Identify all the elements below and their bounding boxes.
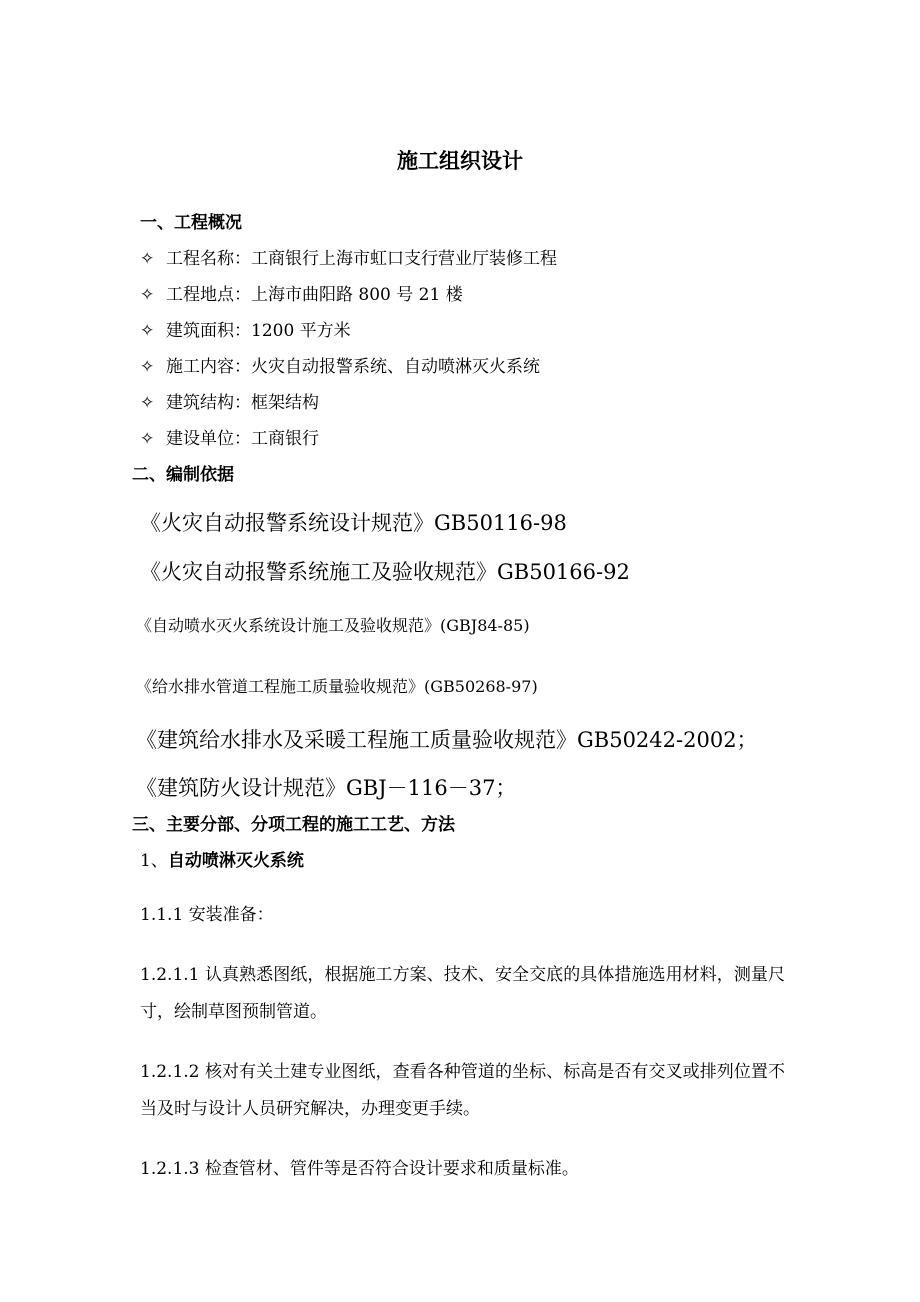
overview-item (140, 395, 319, 412)
subsection-heading (140, 853, 304, 870)
overview-item (140, 251, 557, 268)
reference-item: 《建筑防火设计规范》GBJ－116－37； (136, 776, 517, 800)
overview-item (140, 359, 540, 376)
overview-item (140, 323, 351, 340)
section-3-heading: 三、主要分部、分项工程的施工工艺、方法 (132, 815, 455, 835)
reference-item: 《建筑给水排水及采暖工程施工质量验收规范》GB50242-2002； (136, 728, 758, 752)
overview-item-text: 工程名称：工商银行上海市虹口支行营业厅装修工程 (166, 249, 557, 269)
reference-item: 《火灾自动报警系统设计规范》GB50116-98 (140, 511, 567, 535)
section-2-heading: 二、编制依据 (132, 465, 234, 485)
prep-heading: 1.1.1 安装准备： (140, 905, 274, 925)
diamond-bullet-icon: ✧ (140, 357, 155, 377)
overview-item-text: 工程地点：上海市曲阳路 800 号 21 楼 (166, 285, 463, 305)
overview-item-text: 建设单位：工商银行 (166, 429, 319, 449)
overview-item (140, 287, 463, 304)
diamond-bullet-icon: ✧ (140, 429, 155, 449)
overview-item-text: 施工内容：火灾自动报警系统、自动喷淋灭火系统 (166, 357, 540, 377)
diamond-bullet-icon: ✧ (140, 321, 155, 341)
body-paragraph: 1.2.1.2 核对有关土建专业图纸，查看各种管道的坐标、标高是否有交叉或排列位置不当及时与设计人员研究解决，办理变更手续。 (140, 1062, 785, 1119)
reference-item: 《给水排水管道工程施工质量验收规范》(GB50268-97) (136, 677, 538, 696)
document-title: 施工组织设计 (397, 148, 523, 173)
reference-item: 《火灾自动报警系统施工及验收规范》GB50166-92 (140, 560, 630, 584)
overview-item (140, 431, 319, 448)
section-1-heading: 一、工程概况 (140, 213, 242, 233)
diamond-bullet-icon: ✧ (140, 285, 155, 305)
body-paragraph: 1.2.1.1 认真熟悉图纸，根据施工方案、技术、安全交底的具体措施选用材料，测量尺寸，绘制草图预制管道。 (140, 965, 785, 1022)
reference-item: 《自动喷水灭火系统设计施工及验收规范》(GBJ84-85) (136, 616, 530, 635)
subsection-number: 1、 (140, 851, 168, 871)
diamond-bullet-icon: ✧ (140, 249, 155, 269)
overview-item-text: 建筑结构：框架结构 (166, 393, 319, 413)
diamond-bullet-icon: ✧ (140, 393, 155, 413)
body-paragraph: 1.2.1.3 检查管材、管件等是否符合设计要求和质量标准。 (140, 1159, 579, 1179)
overview-item-text: 建筑面积：1200 平方米 (166, 321, 351, 341)
subsection-title: 自动喷淋灭火系统 (167, 851, 304, 871)
